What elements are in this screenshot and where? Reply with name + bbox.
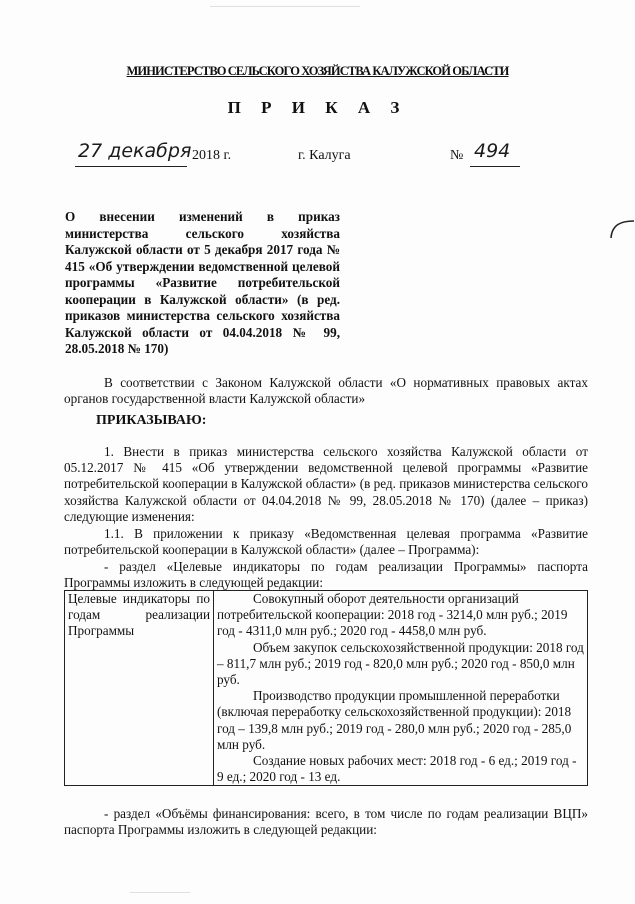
year: 2018 г. bbox=[192, 148, 232, 163]
item-1: 1. Внести в приказ министерства сельского хозяйства Калужской области от 05.12.2017 № 415 «Об утверждении ведомственной целевой программы «Развитие потребительской кооперации в Калужской области» (в ред. приказов министерства сельского хозяйства Калужской области от 04.04.2018 № 99, 28.05.2018 № 170) (далее – приказ) следующие изменения: bbox=[64, 444, 588, 524]
number-label: № bbox=[450, 148, 464, 163]
table-row bbox=[65, 591, 588, 786]
indicator-processing: Производство продукции промышленной переработки (включая переработку сельскохозяйственной продукции): 2018 год – 139,8 млн руб.; 2019 год - 280,0 млн руб.; 2020 год - 285,0 млн руб. bbox=[217, 688, 572, 752]
document-title: П Р И К А З bbox=[227, 98, 408, 117]
table-label-cell: Целевые индикаторы по годам реализации Программы bbox=[65, 591, 214, 786]
scan-noise-top bbox=[210, 6, 360, 7]
city: г. Калуга bbox=[298, 148, 351, 163]
item-1-1-a: - раздел «Целевые индикаторы по годам реализации Программы» паспорта Программы изложить в следующей редакции: bbox=[64, 559, 588, 591]
handwritten-date: 27 декабря bbox=[78, 140, 192, 162]
pen-stroke-icon bbox=[604, 218, 634, 240]
order-subject: О внесении изменений в приказ министерства сельского хозяйства Калужской области от 5 декабря 2017 года № 415 «Об утверждении ведомственной целевой программы «Развитие потребительской кооперации в Калужской области» (в ред. приказов министерства сельского хозяйства Калужской области от 04.04.2018 № 99, 28.05.2018 № 170) bbox=[65, 209, 340, 356]
indicators-table bbox=[64, 590, 588, 786]
ministry-name: МИНИСТЕРСТВО СЕЛЬСКОГО ХОЗЯЙСТВА КАЛУЖСКОЙ ОБЛАСТИ bbox=[126, 64, 509, 78]
table-values-cell bbox=[214, 591, 588, 786]
margin-pen-mark bbox=[604, 218, 634, 240]
scan-noise-bottom bbox=[130, 892, 190, 893]
indicator-purchases: Объем закупок сельскохозяйственной продукции: 2018 год – 811,7 млн руб.; 2019 год - 820,0 млн руб.; 2020 год - 850,0 млн руб. bbox=[217, 639, 584, 688]
number-underline bbox=[470, 166, 520, 167]
handwritten-number: 494 bbox=[474, 140, 511, 162]
indicator-jobs: Создание новых рабочих мест: 2018 год - 6 ед.; 2019 год - 9 ед.; 2020 год - 13 ед. bbox=[217, 753, 577, 785]
order-word: ПРИКАЗЫВАЮ: bbox=[96, 413, 207, 428]
date-underline bbox=[75, 166, 187, 167]
preamble: В соответствии с Законом Калужской области «О нормативных правовых актах органов государственной власти Калужской области» bbox=[64, 375, 588, 407]
indicator-turnover: Совокупный оборот деятельности организаций потребительской кооперации: 2018 год - 3214,0 млн руб.; 2019 год - 4311,0 млн руб.; 2020 год - 4458,0 млн руб. bbox=[217, 591, 568, 639]
item-1-1: 1.1. В приложении к приказу «Ведомственная целевая программа «Развитие потребительской кооперации в Калужской области» (далее – Программа): bbox=[64, 526, 588, 558]
item-1-1-b: - раздел «Объёмы финансирования: всего, в том числе по годам реализации ВЦП» паспорта Программы изложить в следующей редакции: bbox=[64, 806, 588, 838]
